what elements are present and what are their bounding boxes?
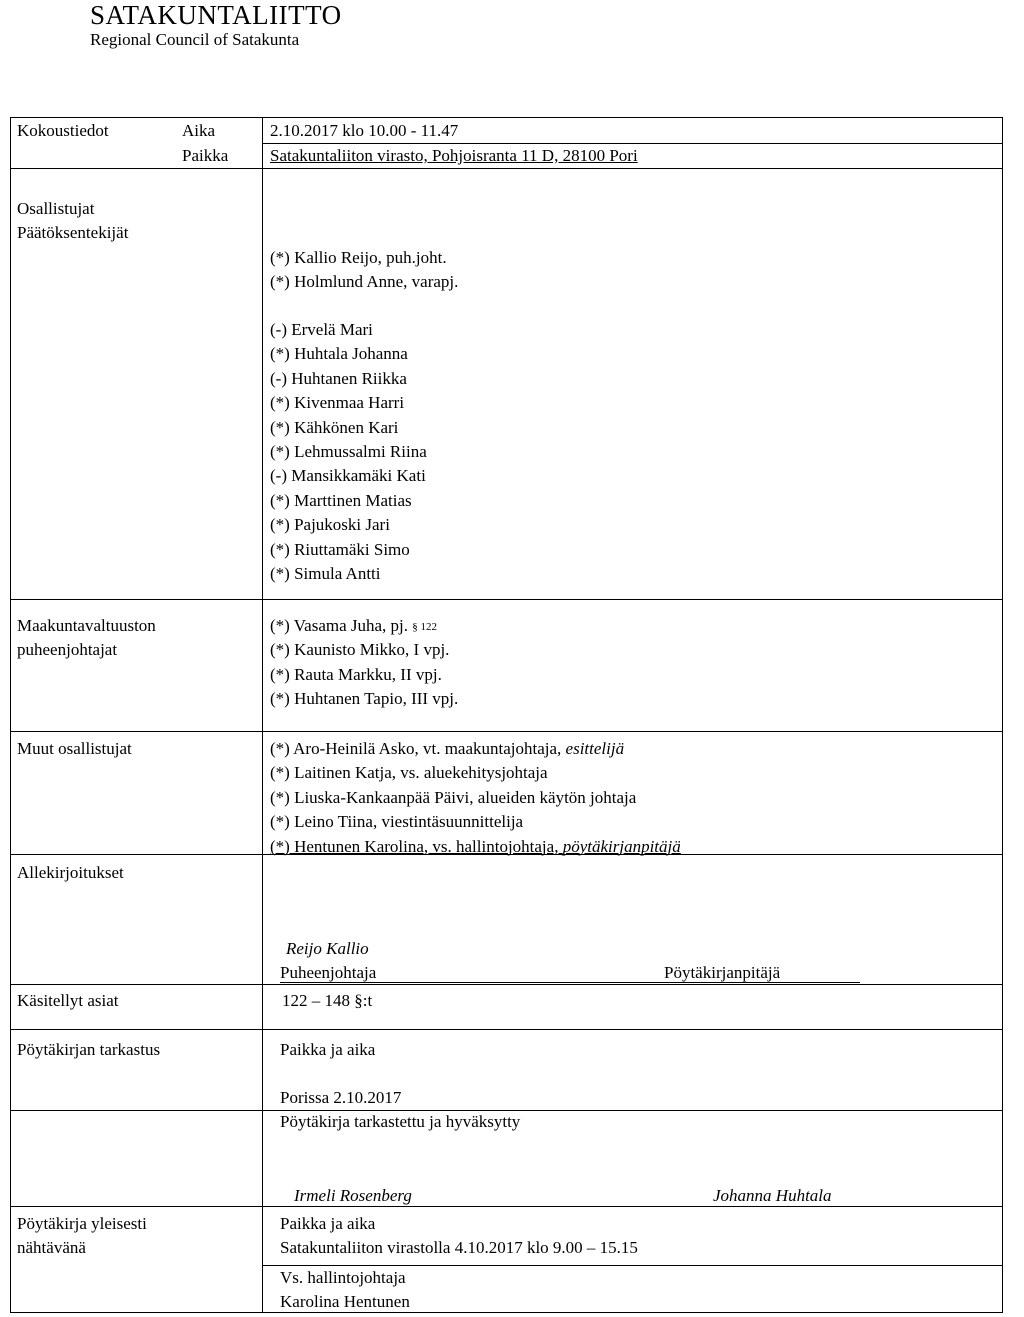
handled-bottom-border — [10, 1029, 1003, 1030]
organization-name: SATAKUNTALIITTO — [90, 0, 342, 30]
table-bottom-border — [10, 1312, 1003, 1313]
list-item: (*) Holmlund Anne, varapj. — [270, 272, 459, 292]
reviewer-2: Johanna Huhtala — [713, 1186, 832, 1205]
list-item: (*) Leino Tiina, viestintäsuunnittelija — [270, 812, 524, 832]
time-value: 2.10.2017 klo 10.00 - 11.47 — [270, 121, 459, 140]
table-top-border — [10, 117, 1003, 118]
list-item: (*) Simula Antti — [270, 563, 381, 583]
handled-value: 122 – 148 §:t — [282, 991, 373, 1010]
signature-line — [280, 982, 860, 983]
list-item: (-) Ervelä Mari — [270, 320, 373, 339]
review-statement: Pöytäkirja tarkastettu ja hyväksytty — [280, 1112, 521, 1131]
secretary-title: Pöytäkirjanpitäjä — [664, 963, 781, 982]
council-chairs-label-2: puheenjohtajat — [17, 640, 118, 659]
list-item: (*) Aro-Heinilä Asko, vt. maakuntajohtaja, esittelijä — [270, 739, 625, 758]
members-list — [270, 318, 427, 586]
participants-bottom-border — [10, 599, 1003, 600]
review-bottom-border — [10, 1206, 1003, 1207]
certifier-title: Vs. hallintojohtaja — [280, 1268, 406, 1287]
list-item: (-) Huhtanen Riikka — [270, 368, 407, 388]
decision-makers-label: Päätöksentekijät — [17, 223, 129, 242]
list-item: (*) Kaunisto Mikko, I vpj. — [270, 640, 450, 660]
review-label: Pöytäkirjan tarkastus — [17, 1040, 161, 1059]
review-place-time-label: Paikka ja aika — [280, 1040, 376, 1059]
other-participants-label: Muut osallistujat — [17, 739, 132, 758]
list-item: (*) Huhtanen Tapio, III vpj. — [270, 689, 459, 709]
list-item: (*) Hentunen Karolina, vs. hallintojohtaja, pöytäkirjanpitäjä — [270, 836, 681, 856]
review-place-time-value: Porissa 2.10.2017 — [280, 1088, 402, 1107]
handled-label: Käsitellyt asiat — [17, 991, 119, 1010]
meeting-section-label: Kokoustiedot — [17, 121, 109, 140]
participants-label: Osallistujat — [17, 199, 95, 218]
column-divider — [262, 117, 263, 1313]
public-label-2: nähtävänä — [17, 1238, 86, 1257]
meeting-info-bottom-border — [10, 168, 1003, 169]
signatures-label: Allekirjoitukset — [17, 863, 124, 882]
place-label: Paikka — [182, 146, 229, 165]
list-item: (*) Liuska-Kankaanpää Päivi, alueiden käytön johtaja — [270, 787, 637, 807]
council-bottom-border — [10, 731, 1003, 732]
other-participants-list — [270, 737, 681, 859]
certifier-name: Karolina Hentunen — [280, 1292, 410, 1311]
list-item: (*) Vasama Juha, pj. § 122 — [270, 616, 438, 635]
signer-name: Reijo Kallio — [286, 939, 369, 958]
public-label: Pöytäkirja yleisesti — [17, 1214, 147, 1233]
council-chairs-label: Maakuntavaltuuston — [17, 616, 156, 635]
list-item: (*) Huhtala Johanna — [270, 344, 408, 364]
list-item: (-) Mansikkamäki Kati — [270, 466, 426, 486]
place-value: Satakuntaliiton virasto, Pohjoisranta 11 D, 28100 Pori — [270, 146, 638, 165]
list-item: (*) Kähkönen Kari — [270, 417, 399, 437]
list-item: (*) Kallio Reijo, puh.joht. — [270, 248, 447, 267]
table-left-border — [10, 117, 11, 1313]
public-place-time-value: Satakuntaliiton virastolla 4.10.2017 klo 9.00 – 15.15 — [280, 1238, 638, 1257]
reviewer-1: Irmeli Rosenberg — [294, 1186, 412, 1205]
time-label: Aika — [182, 121, 216, 140]
section-note: § 122 — [412, 621, 438, 633]
list-item: (*) Lehmussalmi Riina — [270, 441, 427, 461]
council-chairs-list — [270, 614, 458, 712]
chair-title: Puheenjohtaja — [280, 963, 377, 982]
list-item: (*) Riuttamäki Simo — [270, 539, 410, 559]
list-item: (*) Pajukoski Jari — [270, 515, 390, 535]
signatures-bottom-border — [10, 984, 1003, 985]
table-right-border — [1002, 117, 1003, 1313]
list-item: (*) Kivenmaa Harri — [270, 393, 405, 413]
organization-subtitle: Regional Council of Satakunta — [90, 30, 300, 49]
public-place-time-label: Paikka ja aika — [280, 1214, 376, 1233]
chairs-list — [270, 246, 458, 295]
list-item: (*) Marttinen Matias — [270, 490, 412, 510]
list-item: (*) Laitinen Katja, vs. aluekehitysjohtaja — [270, 763, 548, 783]
list-item: (*) Rauta Markku, II vpj. — [270, 664, 442, 684]
